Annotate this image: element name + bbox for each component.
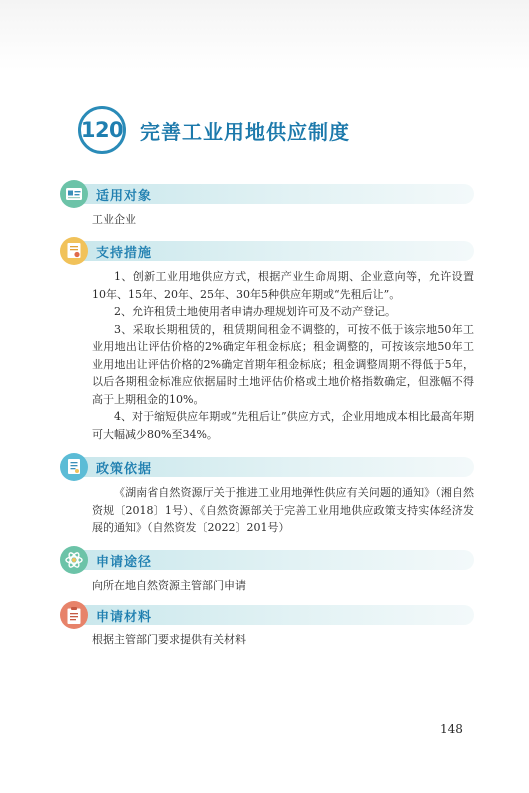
section-target-header xyxy=(60,182,475,206)
section-materials-header xyxy=(60,603,475,627)
title-block xyxy=(78,104,350,156)
item-number: 120 xyxy=(80,118,124,142)
section-channel-header xyxy=(60,548,475,572)
atom-icon xyxy=(60,546,88,574)
section-materials-text: 根据主管部门要求提供有关材料 xyxy=(92,633,246,646)
section-channel-text: 向所在地自然资源主管部门申请 xyxy=(92,579,246,592)
section-basis-text: 《湖南省自然资源厅关于推进工业用地弹性供应有关问题的通知》（湘自然资规〔2018〕1号）、《自然资源部关于完善工业用地供应政策支持实体经济发展的通知》（自然资发〔2022〕201号） xyxy=(92,486,474,534)
section-measures-title: 支持措施 xyxy=(96,246,153,261)
item-number-badge xyxy=(78,106,126,154)
page-number: 148 xyxy=(440,722,463,736)
clipboard-icon xyxy=(60,601,88,629)
page-title: 完善工业用地供应制度 xyxy=(140,119,350,144)
section-basis-body xyxy=(92,484,474,537)
section-target-text: 工业企业 xyxy=(92,213,136,226)
section-measures-header xyxy=(60,239,475,263)
measure-paragraph-1: 1、创新工业用地供应方式，根据产业生命周期、企业意向等，允许设置10年、15年、20年、25年、30年5种供应年期或“先租后让”。 xyxy=(92,270,474,301)
certificate-icon xyxy=(60,237,88,265)
top-band xyxy=(0,0,529,70)
section-channel-title: 申请途径 xyxy=(96,555,153,570)
measure-paragraph-3: 3、采取长期租赁的，租赁期间租金不调整的，可按不低于该宗地50年工业用地出让评估价格的2%确定年租金标底；租金调整的，可按该宗地50年工业用地出让评估价格的2%确定首期年租金标底；租金调整周期不得低于5年，以后各期租金标准应依据届时土地评估价格或土地价格指数确定，但涨幅不得高于上期租金的10%。 xyxy=(92,322,474,406)
section-target-title: 适用对象 xyxy=(96,189,153,204)
section-materials-title: 申请材料 xyxy=(96,610,153,625)
section-basis-title: 政策依据 xyxy=(96,462,153,477)
section-basis-header xyxy=(60,455,475,479)
measure-paragraph-4: 4、对于缩短供应年期或“先租后让”供应方式，企业用地成本相比最高年期可大幅减少80%至34%。 xyxy=(92,410,474,441)
id-card-icon xyxy=(60,180,88,208)
section-measures-body xyxy=(92,268,474,443)
measure-paragraph-2: 2、允许租赁土地使用者申请办理规划许可及不动产登记。 xyxy=(114,305,396,318)
document-icon xyxy=(60,453,88,481)
